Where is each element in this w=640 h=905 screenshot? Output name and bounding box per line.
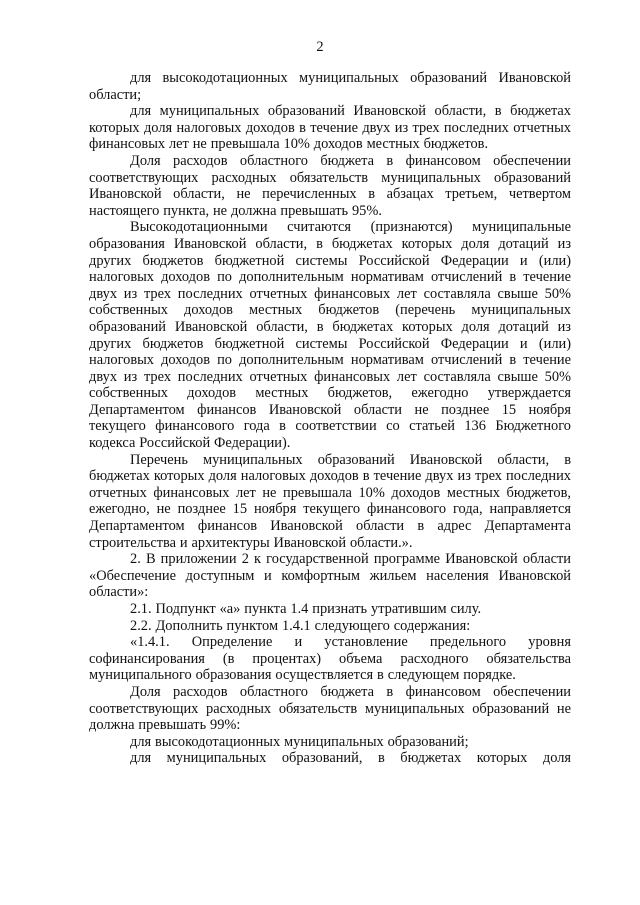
page-number: 2 — [316, 39, 324, 55]
paragraph-11: для высокодотационных муниципальных образований; — [130, 733, 469, 750]
paragraph-3: Доля расходов областного бюджета в финансовом обеспечении соответствующих расходных обязательств муниципальных образований Ивановской области, не перечисленных в абзацах третьем, четвертом настоящего пункта, не должна превышать 95%. — [89, 152, 571, 219]
paragraph-9: «1.4.1. Определение и установление предельного уровня софинансирования (в процентах) объема расходного обязательства муниципального образования осуществляется в следующем порядке. — [89, 634, 571, 684]
paragraph-7: 2.1. Подпункт «а» пункта 1.4 признать утратившим силу. — [130, 601, 482, 617]
body-text — [89, 70, 571, 767]
paragraph-5: Перечень муниципальных образований Ивановской области, в бюджетах которых доля налоговых доходов в течение двух из трех последних отчетных финансовых лет не превышала 10% доходов местных бюджетов, ежегодно, не позднее 15 ноября текущего финансового года, направляется Департаментом финансов Ивановской области в адрес Департамента строительства и архитектуры Ивановской области.». — [89, 451, 571, 551]
paragraph-2: для муниципальных образований Ивановской области, в бюджетах которых доля налоговых доходов в течение двух из трех последних отчетных финансовых лет не превышала 10% доходов местных бюджетов. — [89, 103, 571, 153]
paragraph-8: 2.2. Дополнить пунктом 1.4.1 следующего содержания: — [130, 617, 471, 634]
paragraph-6: 2. В приложении 2 к государственной программе Ивановской области «Обеспечение доступным и комфортным жильем населения Ивановской области»: — [89, 551, 571, 601]
paragraph-12: для муниципальных образований, в бюджетах которых доля — [130, 750, 571, 767]
paragraph-10: Доля расходов областного бюджета в финансовом обеспечении соответствующих расходных обязательств муниципальных образований не должна превышать 99%: — [89, 683, 571, 734]
paragraph-4: Высокодотационными считаются (признаются) муниципальные образования Ивановской области, в бюджетах которых доля дотаций из других бюджетов бюджетной системы Российской Федерации и (или) налоговых доходов по дополнительным нормативам отчислений в течение двух из трех последних отчетных финансовых лет составляла свыше 50% собственных доходов местных бюджетов (перечень муниципальных образований Ивановской области, в бюджетах которых доля дотаций из других бюджетов бюджетной системы Российской Федерации и (или) налоговых доходов по дополнительным нормативам отчислений в течение двух из трех последних отчетных финансовых лет составляла свыше 50% собственных доходов местных бюджетов, ежегодно утверждается Департаментом финансов Ивановской области не позднее 15 ноября текущего финансового года в соответствии со статьей 136 Бюджетного кодекса Российской Федерации). — [89, 219, 571, 452]
paragraph-1: для высокодотационных муниципальных образований Ивановской области; — [89, 70, 571, 103]
